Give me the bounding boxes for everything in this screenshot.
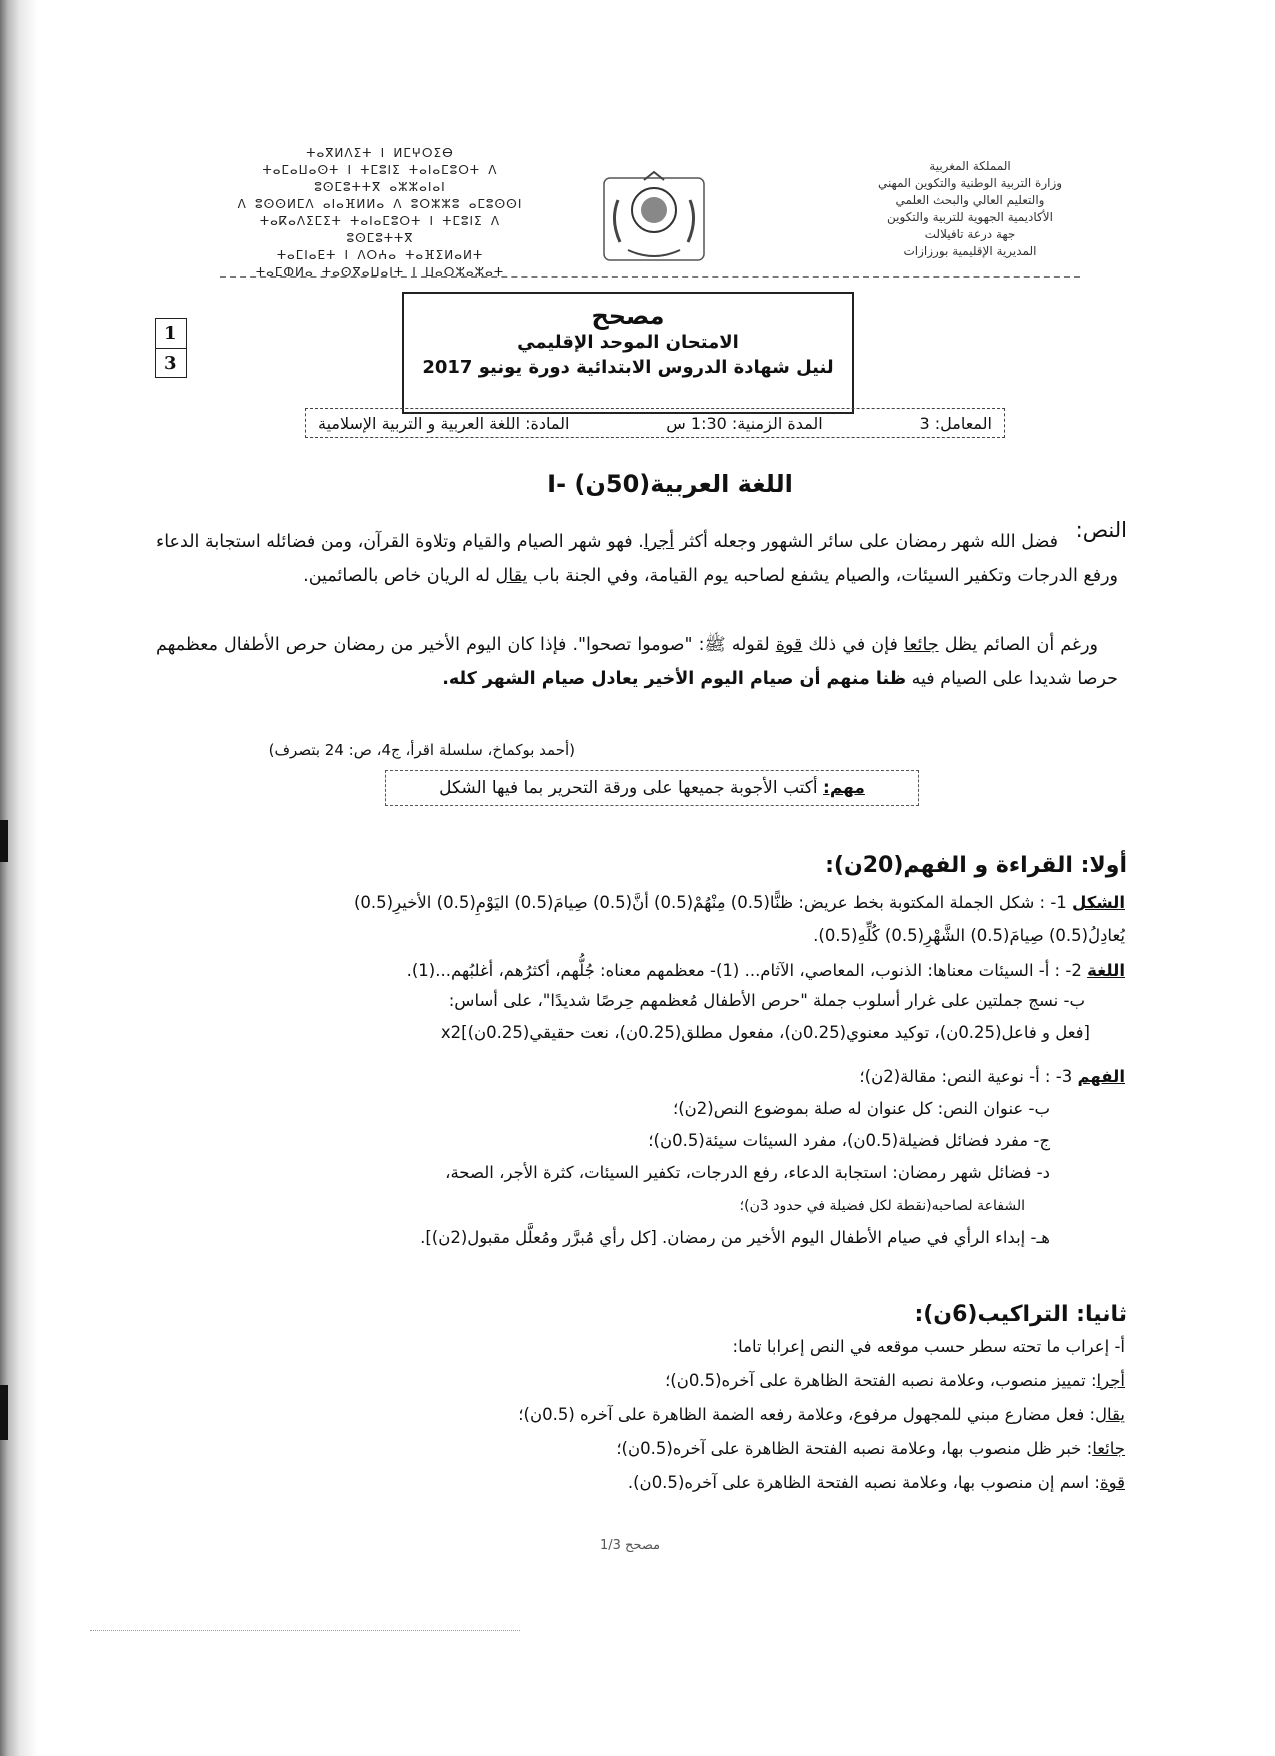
- reading-heading: أولا: القراءة و الفهم(20ن):: [825, 853, 1127, 878]
- exam-name: الامتحان الموحد الإقليمي: [517, 332, 739, 353]
- parsing-text: : تمييز منصوب، وعلامة نصبه الفتحة الظاهرة على آخره(0.5ن)؛: [665, 1371, 1097, 1390]
- lugha-line: [فعل و فاعل(0.25ن)، توكيد معنوي(0.25ن)، مفعول مطلق(0.25ن)، نعت حقيقي(0.25ن)]x2: [440, 1023, 1090, 1042]
- header-divider: [220, 276, 1080, 278]
- duration-label: المدة الزمنية: 1:30 س: [666, 413, 823, 433]
- text-source: (أحمد بوكماخ، سلسلة اقرأ، ج4، ص: 24 بتصرف): [268, 741, 575, 759]
- parsing-text: : اسم إن منصوب بها، وعلامة نصبه الفتحة الظاهرة على آخره(0.5ن).: [627, 1473, 1100, 1492]
- lugha-line: [165, 960, 1125, 982]
- subject-info-bar: [305, 408, 1005, 438]
- bold-sentence: ظنا منهم أن صيام اليوم الأخير يعادل صيام الشهر كله.: [442, 669, 907, 689]
- text-label: النص:: [1075, 518, 1127, 542]
- tifinagh-line: ⵜⴰⵎⵏⴰⴹⵜ ⵏ ⴷⵔⵄⴰ ⵜⴰⴼⵉⵍⴰⵍⵜ: [276, 248, 484, 262]
- text-segment: ورغم أن الصائم يظل: [938, 635, 1098, 655]
- grammar-answer: [165, 1472, 1125, 1494]
- coefficient-label: المعامل: 3: [919, 413, 992, 433]
- text-paragraph-2: [156, 628, 1118, 696]
- section-title: I- اللغة العربية(50ن): [547, 470, 793, 498]
- parsed-word: يقال: [1095, 1405, 1125, 1424]
- text-segment: . فهو شهر الصيام والقيام وتلاوة القرآن، ومن فضائله استجابة الدعاء ورفع الدرجات وتكفير السيئات، والصيام يشفع لصاحبه يوم القيامة، وفي الجنة باب: [156, 532, 1118, 586]
- tifinagh-line: ⵜⴰⴽⴰⴷⵉⵎⵉⵜ ⵜⴰⵏⴰⵎⵓⵔⵜ ⵏ ⵜⵎⵓⵏⵉ ⴷ ⵓⵙⵎⵓⵜⵜⴳ: [259, 214, 501, 245]
- fahm-line: ب- عنوان النص: كل عنوان له صلة بموضوع النص(2ن)؛: [672, 1099, 1050, 1118]
- grammar-heading: ثانيا: التراكيب(6ن):: [914, 1302, 1127, 1327]
- lugha-line: ب- نسج جملتين على غرار أسلوب جملة "حرص الأطفال مُعظمهم حِرصًا شديدًا"، على أساس:: [448, 991, 1085, 1010]
- note-text: أكتب الأجوبة جميعها على ورقة التحرير بما فيها الشكل: [439, 778, 824, 798]
- ministry-line: وزارة التربية الوطنية والتكوين المهني: [877, 176, 1063, 190]
- parsed-word: جائعا: [1092, 1439, 1125, 1458]
- tifinagh-line: ⵜⴰⴳⵍⴷⵉⵜ ⵏ ⵍⵎⵖⵔⵉⴱ: [306, 146, 454, 160]
- underlined-word: قوة: [775, 635, 803, 655]
- exam-title-box: [402, 292, 854, 414]
- fahm-line: [165, 1066, 1125, 1088]
- page-counter: [155, 318, 187, 378]
- ministry-line: جهة درعة تافيلالت: [924, 227, 1016, 241]
- ministry-header: [855, 158, 1085, 260]
- parsing-text: : فعل مضارع مبني للمجهول مرفوع، وعلامة رفعه الضمة الظاهرة على آخره (0.5ن)؛: [518, 1405, 1096, 1424]
- text-paragraph-1: [156, 525, 1118, 593]
- correction-title: مصحح: [591, 302, 665, 330]
- grammar-instruction: أ- إعراب ما تحته سطر حسب موقعه في النص إعرابا تاما:: [732, 1337, 1125, 1356]
- underlined-word: أجرا: [643, 532, 675, 552]
- fahm-line: الشفاعة لصاحبه(نقطة لكل فضيلة في حدود 3ن)؛: [739, 1198, 1025, 1214]
- scan-edge-mark-bottom: [0, 1385, 8, 1440]
- scan-edge-mark-top: [0, 820, 8, 862]
- footer-rule: [90, 1630, 520, 1631]
- underlined-word: جائعا: [903, 635, 939, 655]
- shakl-text: 1- : شكل الجملة المكتوبة بخط عريض: ظنًّا(0.5) مِنْهُمْ(0.5) أنَّ(0.5) صِيامَ(0.5) اليَوْمِ(0.5) الأخيرِ(0.5): [353, 893, 1067, 912]
- grammar-answer: [165, 1438, 1125, 1460]
- underlined-word: يقال: [495, 566, 528, 586]
- fahm-line: ج- مفرد فضائل فضيلة(0.5ن)، مفرد السيئات سيئة(0.5ن)؛: [648, 1131, 1050, 1150]
- tifinagh-line: ⴷ ⵓⵙⵙⵍⵎⴷ ⴰⵏⴰⴼⵍⵍⴰ ⴷ ⵓⵔⵣⵣⵓ ⴰⵎⵓⵙⵙⵏ: [237, 197, 523, 211]
- subject-label: المادة: اللغة العربية و التربية الإسلامية: [318, 413, 570, 433]
- text-segment: فإن في ذلك: [802, 635, 904, 655]
- ministry-line: الأكاديمية الجهوية للتربية والتكوين: [887, 210, 1053, 224]
- shakl-line: [165, 892, 1125, 914]
- fahm-label: الفهم: [1077, 1067, 1125, 1086]
- important-note: [385, 770, 919, 806]
- shakl-line: يُعادِلُ(0.5) صِيامَ(0.5) الشَّهْرِ(0.5) كُلِّهِ(0.5).: [813, 926, 1125, 945]
- page-current: 1: [156, 319, 186, 349]
- shakl-label: الشكل: [1072, 893, 1125, 912]
- ministry-line: المديرية الإقليمية بورزازات: [903, 244, 1037, 258]
- lugha-text: 2- : أ- السيئات معناها: الذنوب، المعاصي، الآثام... (1)- معظمهم معناه: جُلُّهم، أكثرُهم، أغلبُهم...(1).: [406, 961, 1082, 980]
- note-label: مهم:: [823, 778, 865, 798]
- tifinagh-header: [225, 145, 535, 281]
- text-segment: له الريان خاص بالصائمين.: [303, 566, 496, 586]
- scan-edge: [0, 0, 38, 1756]
- grammar-answer: [165, 1404, 1125, 1426]
- coat-of-arms-emblem: [598, 170, 710, 270]
- ministry-line: المملكة المغربية: [929, 159, 1011, 173]
- exam-session: لنيل شهادة الدروس الابتدائية دورة يونيو 2017: [422, 357, 834, 378]
- text-segment: فضل الله شهر رمضان على سائر الشهور وجعله أكثر: [674, 532, 1058, 552]
- fahm-line: د- فضائل شهر رمضان: استجابة الدعاء، رفع الدرجات، تكفير السيئات، كثرة الأجر، الصحة،: [445, 1163, 1050, 1182]
- tifinagh-line: ⵜⴰⵎⵀⵍⴰ ⵜⴰⵙⴳⴰⵡⴰⵏⵜ ⵏ ⵡⴰⵔⵣⴰⵣⴰⵜ: [255, 265, 505, 279]
- grammar-answer: [165, 1370, 1125, 1392]
- lugha-label: اللغة: [1087, 961, 1125, 980]
- page-footer: مصحح 1/3: [600, 1538, 661, 1553]
- fahm-text: 3- : أ- نوعية النص: مقالة(2ن)؛: [859, 1067, 1073, 1086]
- text-segment: لقوله ﷺ: "صوموا تصحوا". فإذا كان اليوم الأخير من رمضان حرص الأطفال معظمهم حرصا شديدا على الصيام فيه: [156, 635, 1118, 689]
- parsed-word: قوة: [1099, 1473, 1125, 1492]
- tifinagh-line: ⵜⴰⵎⴰⵡⴰⵙⵜ ⵏ ⵜⵎⵓⵏⵉ ⵜⴰⵏⴰⵎⵓⵔⵜ ⴷ ⵓⵙⵎⵓⵜⵜⴳ ⴰⵣⵣⴰⵏⴰⵏ: [262, 163, 498, 194]
- parsing-text: : خبر ظل منصوب بها، وعلامة نصبه الفتحة الظاهرة على آخره(0.5ن)؛: [616, 1439, 1093, 1458]
- page-total: 3: [164, 353, 177, 374]
- parsed-word: أجرا: [1096, 1371, 1125, 1390]
- ministry-line: والتعليم العالي والبحث العلمي: [895, 193, 1045, 207]
- fahm-line: هـ- إبداء الرأي في صيام الأطفال اليوم الأخير من رمضان. [كل رأي مُبرَّر ومُعلَّل مقبول(2ن)].: [420, 1228, 1050, 1247]
